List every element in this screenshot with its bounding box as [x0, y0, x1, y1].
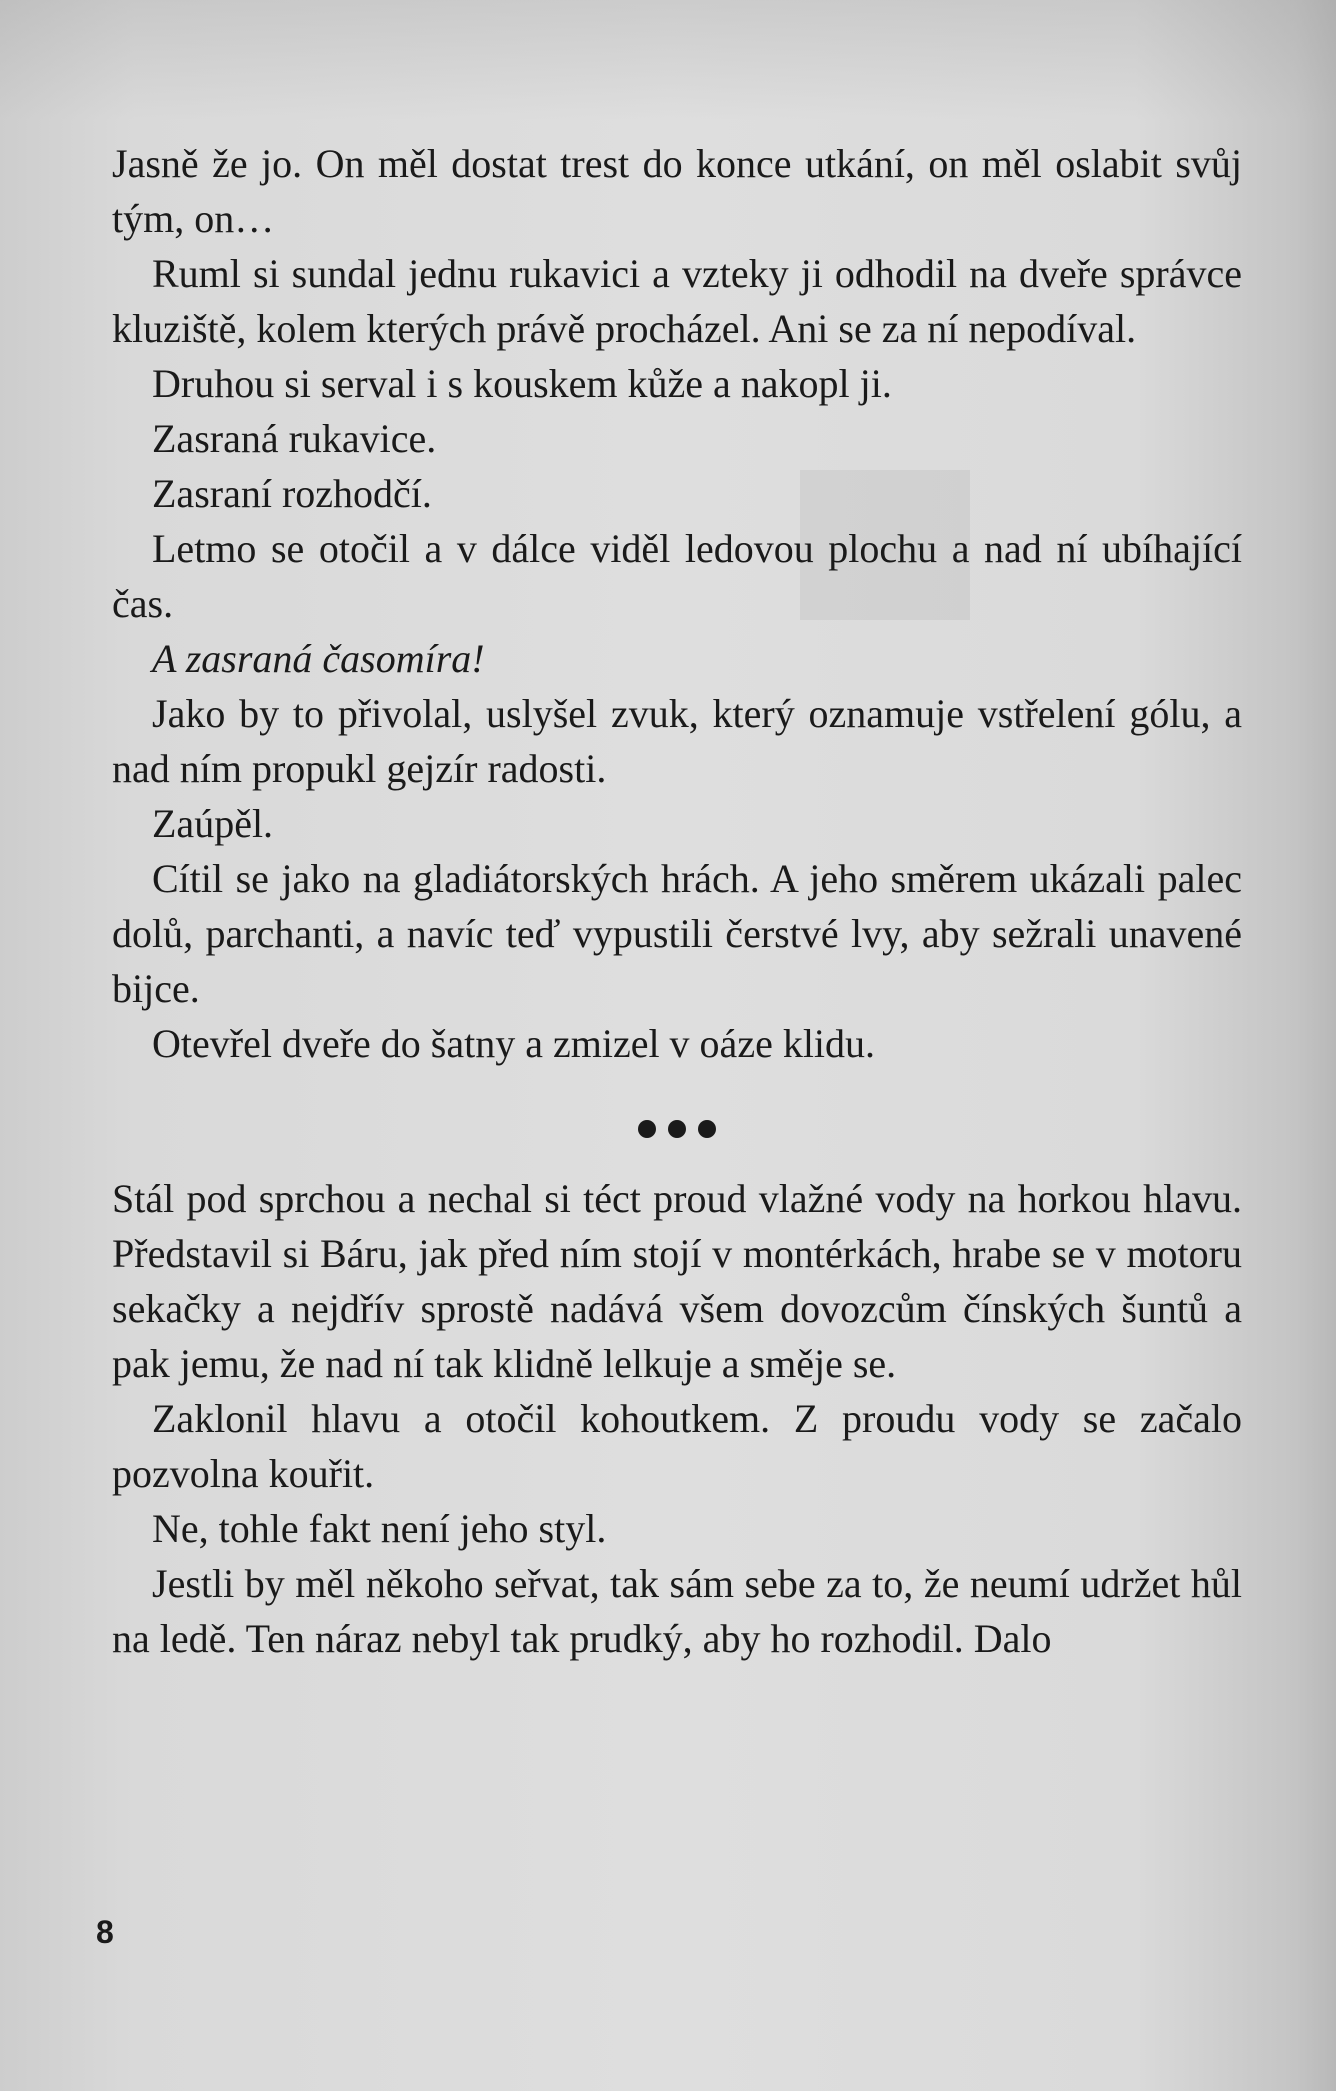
- page-shadow: [0, 0, 1336, 120]
- body-text: [112, 136, 1242, 1666]
- paragraph: Zasraná rukavice.: [152, 416, 437, 461]
- paragraph: Zaklonil hlavu a otočil kohoutkem. Z proudu vody se začalo pozvolna kouřit.: [112, 1396, 1242, 1496]
- paragraph: Jestli by měl někoho seřvat, tak sám sebe za to, že neumí udržet hůl na ledě. Ten náraz nebyl tak prudký, aby ho rozhodil. Dalo: [112, 1561, 1242, 1661]
- paragraph: Jako by to přivolal, uslyšel zvuk, který oznamuje vstřelení gólu, a nad ním propukl gejzír radosti.: [112, 691, 1242, 791]
- section-divider: [112, 1089, 1242, 1161]
- paragraph: Zasraní rozhodčí.: [152, 471, 432, 516]
- paragraph: Ruml si sundal jednu rukavici a vzteky ji odhodil na dveře správce kluziště, kolem kterých právě procházel. Ani se za ní nepodíval.: [112, 251, 1242, 351]
- paragraph: Cítil se jako na gladiátorských hrách. A jeho směrem ukázali palec dolů, parchanti, a navíc teď vypustili čerstvé lvy, aby sežrali unavené bijce.: [112, 856, 1242, 1011]
- paragraph: Letmo se otočil a v dálce viděl ledovou plochu a nad ní ubíhající čas.: [112, 526, 1242, 626]
- paragraph: Jasně že jo. On měl dostat trest do konce utkání, on měl oslabit svůj tým, on…: [112, 141, 1242, 241]
- paragraph: Otevřel dveře do šatny a zmizel v oáze klidu.: [152, 1021, 876, 1066]
- divider-dot: [638, 1120, 656, 1138]
- divider-dot: [668, 1120, 686, 1138]
- paragraph: Stál pod sprchou a nechal si téct proud vlažné vody na horkou hlavu. Představil si Báru, jak před ním stojí v montérkách, hrabe se v motoru sekačky a nejdřív sprostě nadává všem dovozcům čínských šuntů a pak jemu, že nad ní tak klidně lelkuje a směje se.: [112, 1176, 1242, 1386]
- paragraph: Druhou si serval i s kouskem kůže a nakopl ji.: [152, 361, 892, 406]
- page-number: 8: [96, 1914, 114, 1950]
- paragraph: Zaúpěl.: [152, 801, 274, 846]
- divider-dot: [698, 1120, 716, 1138]
- paragraph-italic: A zasraná časomíra!: [152, 636, 485, 681]
- paragraph: Ne, tohle fakt není jeho styl.: [152, 1506, 607, 1551]
